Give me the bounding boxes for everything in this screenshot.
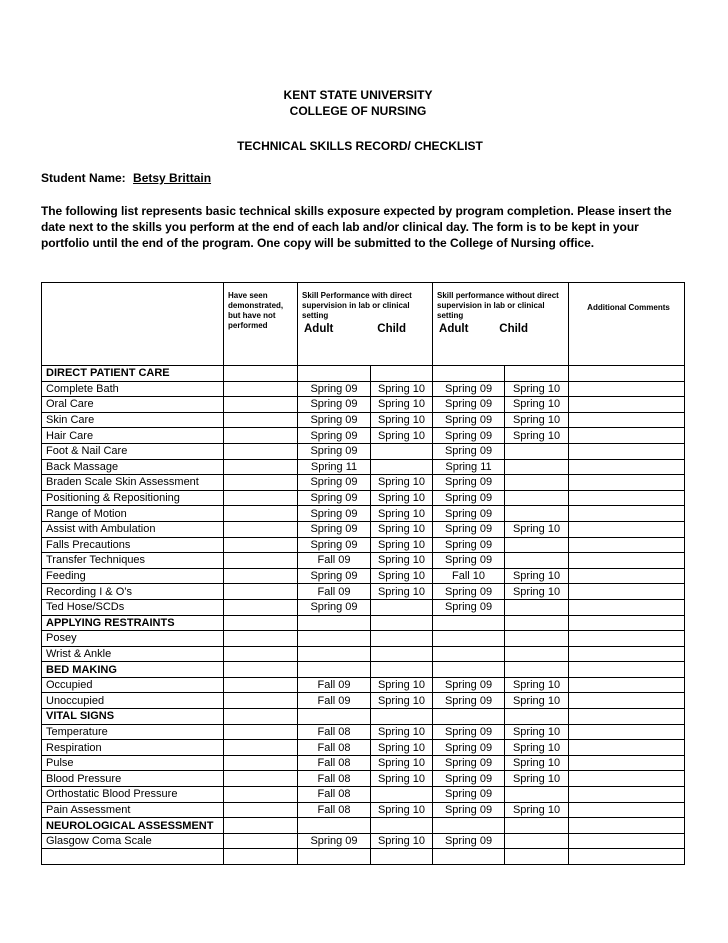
direct-child-cell <box>371 709 433 725</box>
without-child-cell: Spring 10 <box>505 693 569 709</box>
comments-header: Additional Comments <box>569 283 685 366</box>
without-adult-cell: Spring 09 <box>433 412 505 428</box>
direct-child-cell <box>371 662 433 678</box>
without-child-cell: Spring 10 <box>505 802 569 818</box>
table-row <box>42 584 685 600</box>
direct-adult-cell <box>298 849 371 865</box>
direct-adult-cell: Fall 08 <box>298 724 371 740</box>
without-adult-cell <box>433 849 505 865</box>
without-child-cell <box>505 599 569 615</box>
seen-cell <box>224 724 298 740</box>
without-adult-cell: Spring 09 <box>433 740 505 756</box>
without-child-cell: Spring 10 <box>505 724 569 740</box>
table-row <box>42 724 685 740</box>
without-child-cell: Spring 10 <box>505 428 569 444</box>
skill-name-cell: NEUROLOGICAL ASSESSMENT <box>42 818 224 834</box>
without-adult-cell: Fall 10 <box>433 568 505 584</box>
without-adult-cell <box>433 646 505 662</box>
skill-name-cell: Falls Precautions <box>42 537 224 553</box>
section-row <box>42 662 685 678</box>
direct-child-cell: Spring 10 <box>371 755 433 771</box>
seen-cell <box>224 475 298 491</box>
skill-name-cell: Feeding <box>42 568 224 584</box>
seen-cell <box>224 537 298 553</box>
comments-cell <box>569 615 685 631</box>
table-row <box>42 506 685 522</box>
skills-checklist-table <box>41 282 685 865</box>
comments-cell <box>569 459 685 475</box>
skill-name-cell: VITAL SIGNS <box>42 709 224 725</box>
table-row <box>42 693 685 709</box>
direct-child-cell: Spring 10 <box>371 521 433 537</box>
without-adult-cell: Spring 11 <box>433 459 505 475</box>
without-adult-cell <box>433 615 505 631</box>
skill-name-cell: Unoccupied <box>42 693 224 709</box>
direct-child-cell <box>371 443 433 459</box>
section-row <box>42 366 685 382</box>
without-adult-cell: Spring 09 <box>433 475 505 491</box>
comments-cell <box>569 521 685 537</box>
direct-child-cell: Spring 10 <box>371 475 433 491</box>
seen-cell <box>224 568 298 584</box>
without-child-cell: Spring 10 <box>505 677 569 693</box>
comments-cell <box>569 412 685 428</box>
direct-adult-cell: Fall 09 <box>298 693 371 709</box>
table-row <box>42 459 685 475</box>
without-adult-cell: Spring 09 <box>433 584 505 600</box>
without-child-cell: Spring 10 <box>505 771 569 787</box>
skill-name-cell: Transfer Techniques <box>42 553 224 569</box>
without-adult-cell: Spring 09 <box>433 553 505 569</box>
skill-name-cell: Oral Care <box>42 397 224 413</box>
student-name-line <box>41 171 211 185</box>
direct-child-cell: Spring 10 <box>371 506 433 522</box>
without-header-text: Skill performance without direct supervision in lab or clinical setting <box>437 291 559 320</box>
without-child-cell: Spring 10 <box>505 584 569 600</box>
direct-adult-cell: Fall 08 <box>298 755 371 771</box>
comments-cell <box>569 646 685 662</box>
comments-cell <box>569 475 685 491</box>
without-adult-cell: Spring 09 <box>433 677 505 693</box>
comments-cell <box>569 381 685 397</box>
without-adult-cell: Spring 09 <box>433 802 505 818</box>
skill-name-cell <box>42 849 224 865</box>
direct-child-cell: Spring 10 <box>371 833 433 849</box>
without-adult-cell: Spring 09 <box>433 443 505 459</box>
without-child-cell: Spring 10 <box>505 521 569 537</box>
without-child-cell <box>505 787 569 803</box>
seen-cell <box>224 521 298 537</box>
direct-adult-cell: Fall 08 <box>298 787 371 803</box>
direct-adult-cell <box>298 646 371 662</box>
without-adult-cell <box>433 631 505 647</box>
table-row <box>42 568 685 584</box>
direct-adult-cell <box>298 662 371 678</box>
table-row <box>42 740 685 756</box>
skill-name-cell: APPLYING RESTRAINTS <box>42 615 224 631</box>
comments-cell <box>569 693 685 709</box>
direct-adult-cell <box>298 709 371 725</box>
direct-child-cell <box>371 459 433 475</box>
without-child-cell: Spring 10 <box>505 397 569 413</box>
comments-cell <box>569 787 685 803</box>
without-child-cell <box>505 818 569 834</box>
direct-child-cell: Spring 10 <box>371 568 433 584</box>
without-child-cell <box>505 537 569 553</box>
direct-child-cell: Spring 10 <box>371 740 433 756</box>
table-row <box>42 787 685 803</box>
table-row <box>42 537 685 553</box>
table-row <box>42 631 685 647</box>
direct-adult-cell <box>298 818 371 834</box>
direct-adult-cell: Fall 09 <box>298 584 371 600</box>
table-row <box>42 771 685 787</box>
direct-child-cell: Spring 10 <box>371 490 433 506</box>
skill-name-cell: Foot & Nail Care <box>42 443 224 459</box>
table-row <box>42 412 685 428</box>
table-row <box>42 490 685 506</box>
comments-cell <box>569 802 685 818</box>
comments-cell <box>569 366 685 382</box>
direct-adult-cell: Spring 09 <box>298 397 371 413</box>
skill-header-cell <box>42 283 224 366</box>
seen-cell <box>224 740 298 756</box>
direct-adult-cell: Spring 09 <box>298 475 371 491</box>
direct-adult-cell: Fall 08 <box>298 802 371 818</box>
comments-cell <box>569 771 685 787</box>
direct-child-cell <box>371 818 433 834</box>
direct-child-cell: Spring 10 <box>371 412 433 428</box>
comments-cell <box>569 584 685 600</box>
seen-cell <box>224 490 298 506</box>
without-child-cell: Spring 10 <box>505 381 569 397</box>
skill-name-cell: Pain Assessment <box>42 802 224 818</box>
direct-child-cell <box>371 631 433 647</box>
comments-cell <box>569 428 685 444</box>
seen-cell <box>224 443 298 459</box>
direct-adult-cell: Spring 09 <box>298 428 371 444</box>
seen-cell <box>224 818 298 834</box>
seen-cell <box>224 584 298 600</box>
without-adult-cell: Spring 09 <box>433 771 505 787</box>
direct-child-cell <box>371 646 433 662</box>
direct-adult-cell: Spring 09 <box>298 599 371 615</box>
seen-cell <box>224 412 298 428</box>
table-row <box>42 381 685 397</box>
without-adult-cell <box>433 662 505 678</box>
direct-adult-cell <box>298 631 371 647</box>
skill-name-cell: Occupied <box>42 677 224 693</box>
comments-cell <box>569 553 685 569</box>
table-row <box>42 849 685 865</box>
direct-adult-cell: Fall 08 <box>298 740 371 756</box>
direct-adult-label: Adult <box>304 323 334 335</box>
direct-child-cell: Spring 10 <box>371 771 433 787</box>
seen-cell <box>224 366 298 382</box>
direct-adult-cell: Spring 09 <box>298 521 371 537</box>
seen-cell <box>224 802 298 818</box>
seen-cell <box>224 615 298 631</box>
comments-cell <box>569 755 685 771</box>
without-child-cell <box>505 459 569 475</box>
direct-child-cell: Spring 10 <box>371 553 433 569</box>
comments-cell <box>569 490 685 506</box>
comments-cell <box>569 677 685 693</box>
college-name: COLLEGE OF NURSING <box>289 104 427 118</box>
skill-name-cell: Wrist & Ankle <box>42 646 224 662</box>
table-row <box>42 521 685 537</box>
table-row <box>42 599 685 615</box>
without-child-cell <box>505 553 569 569</box>
section-row <box>42 709 685 725</box>
direct-child-cell: Spring 10 <box>371 677 433 693</box>
skill-name-cell: DIRECT PATIENT CARE <box>42 366 224 382</box>
seen-cell <box>224 381 298 397</box>
skill-name-cell: Skin Care <box>42 412 224 428</box>
comments-cell <box>569 397 685 413</box>
direct-child-cell <box>371 787 433 803</box>
without-child-cell <box>505 709 569 725</box>
direct-adult-cell: Spring 09 <box>298 443 371 459</box>
direct-supervision-header <box>298 283 433 366</box>
skill-name-cell: Hair Care <box>42 428 224 444</box>
skill-name-cell: Pulse <box>42 755 224 771</box>
without-adult-cell <box>433 709 505 725</box>
without-adult-cell: Spring 09 <box>433 537 505 553</box>
without-adult-label: Adult <box>439 323 469 335</box>
table-header-row <box>42 283 685 366</box>
without-child-cell <box>505 490 569 506</box>
table-row <box>42 428 685 444</box>
comments-cell <box>569 849 685 865</box>
without-child-cell <box>505 646 569 662</box>
direct-adult-cell: Spring 09 <box>298 490 371 506</box>
comments-cell <box>569 818 685 834</box>
direct-child-cell: Spring 10 <box>371 381 433 397</box>
without-adult-cell: Spring 09 <box>433 787 505 803</box>
table-row <box>42 802 685 818</box>
skill-name-cell: Ted Hose/SCDs <box>42 599 224 615</box>
comments-cell <box>569 709 685 725</box>
skill-name-cell: Respiration <box>42 740 224 756</box>
instructions-paragraph: The following list represents basic technical skills exposure expected by program completion. Please insert the date next to the skills you perform at the end of each lab and/or clinical day. The form is to be kept in your portfolio until the end of the program. One copy will be submitted to the College of Nursing office. <box>41 204 672 250</box>
without-child-cell: Spring 10 <box>505 740 569 756</box>
without-child-cell <box>505 366 569 382</box>
comments-cell <box>569 506 685 522</box>
direct-child-cell <box>371 599 433 615</box>
direct-child-cell: Spring 10 <box>371 428 433 444</box>
without-child-cell: Spring 10 <box>505 412 569 428</box>
direct-adult-cell: Spring 09 <box>298 506 371 522</box>
without-adult-cell: Spring 09 <box>433 490 505 506</box>
table-row <box>42 475 685 491</box>
document-title: TECHNICAL SKILLS RECORD/ CHECKLIST <box>237 139 483 153</box>
without-adult-cell: Spring 09 <box>433 599 505 615</box>
table-row <box>42 553 685 569</box>
comments-cell <box>569 662 685 678</box>
student-name-label: Student Name: <box>41 171 126 185</box>
table-row <box>42 443 685 459</box>
without-child-cell <box>505 631 569 647</box>
direct-child-cell: Spring 10 <box>371 584 433 600</box>
skill-name-cell: Recording I & O’s <box>42 584 224 600</box>
seen-cell <box>224 506 298 522</box>
seen-cell <box>224 771 298 787</box>
seen-cell <box>224 787 298 803</box>
skill-name-cell: Range of Motion <box>42 506 224 522</box>
seen-cell <box>224 631 298 647</box>
skill-name-cell: Back Massage <box>42 459 224 475</box>
skill-name-cell: Assist with Ambulation <box>42 521 224 537</box>
without-child-label: Child <box>499 323 529 335</box>
seen-cell <box>224 459 298 475</box>
without-adult-cell: Spring 09 <box>433 693 505 709</box>
seen-cell <box>224 646 298 662</box>
without-adult-cell: Spring 09 <box>433 833 505 849</box>
table-row <box>42 646 685 662</box>
skill-name-cell: Positioning & Repositioning <box>42 490 224 506</box>
direct-adult-cell: Spring 09 <box>298 833 371 849</box>
without-adult-cell: Spring 09 <box>433 755 505 771</box>
seen-cell <box>224 599 298 615</box>
table-row <box>42 833 685 849</box>
without-child-cell: Spring 10 <box>505 755 569 771</box>
student-name-value: Betsy Brittain <box>133 171 212 185</box>
university-name: KENT STATE UNIVERSITY <box>283 88 433 102</box>
seen-cell <box>224 662 298 678</box>
seen-cell <box>224 709 298 725</box>
without-adult-cell: Spring 09 <box>433 521 505 537</box>
seen-cell <box>224 397 298 413</box>
table-row <box>42 677 685 693</box>
skill-name-cell: Orthostatic Blood Pressure <box>42 787 224 803</box>
without-child-cell <box>505 849 569 865</box>
direct-adult-cell <box>298 366 371 382</box>
direct-adult-cell: Fall 09 <box>298 677 371 693</box>
without-adult-cell: Spring 09 <box>433 428 505 444</box>
seen-header: Have seen demonstrated, but have not performed <box>224 283 298 366</box>
direct-child-label: Child <box>377 323 407 335</box>
without-child-cell <box>505 475 569 491</box>
table-row <box>42 755 685 771</box>
direct-child-cell: Spring 10 <box>371 537 433 553</box>
section-row <box>42 818 685 834</box>
skill-name-cell: Braden Scale Skin Assessment <box>42 475 224 491</box>
seen-cell <box>224 553 298 569</box>
without-adult-cell: Spring 09 <box>433 381 505 397</box>
without-supervision-header <box>433 283 569 366</box>
direct-child-cell: Spring 10 <box>371 397 433 413</box>
seen-cell <box>224 428 298 444</box>
comments-cell <box>569 631 685 647</box>
skill-name-cell: Temperature <box>42 724 224 740</box>
direct-adult-cell: Spring 09 <box>298 568 371 584</box>
comments-cell <box>569 833 685 849</box>
direct-adult-cell: Fall 09 <box>298 553 371 569</box>
comments-cell <box>569 724 685 740</box>
seen-cell <box>224 849 298 865</box>
skill-name-cell: Complete Bath <box>42 381 224 397</box>
comments-cell <box>569 443 685 459</box>
without-child-cell <box>505 615 569 631</box>
direct-adult-cell: Spring 09 <box>298 412 371 428</box>
direct-child-cell: Spring 10 <box>371 802 433 818</box>
direct-child-cell <box>371 849 433 865</box>
skill-name-cell: Posey <box>42 631 224 647</box>
without-adult-cell <box>433 818 505 834</box>
without-child-cell <box>505 443 569 459</box>
comments-cell <box>569 740 685 756</box>
without-adult-cell <box>433 366 505 382</box>
seen-cell <box>224 677 298 693</box>
table-row <box>42 397 685 413</box>
seen-cell <box>224 833 298 849</box>
comments-cell <box>569 537 685 553</box>
section-row <box>42 615 685 631</box>
without-adult-cell: Spring 09 <box>433 724 505 740</box>
skill-name-cell: BED MAKING <box>42 662 224 678</box>
direct-adult-cell: Spring 11 <box>298 459 371 475</box>
direct-header-text: Skill Performance with direct supervision in lab or clinical setting <box>302 291 412 320</box>
without-child-cell <box>505 662 569 678</box>
direct-child-cell: Spring 10 <box>371 693 433 709</box>
direct-child-cell <box>371 615 433 631</box>
direct-adult-cell: Spring 09 <box>298 381 371 397</box>
direct-adult-cell: Fall 08 <box>298 771 371 787</box>
seen-cell <box>224 693 298 709</box>
skill-name-cell: Blood Pressure <box>42 771 224 787</box>
skill-name-cell: Glasgow Coma Scale <box>42 833 224 849</box>
without-adult-cell: Spring 09 <box>433 506 505 522</box>
comments-cell <box>569 568 685 584</box>
comments-cell <box>569 599 685 615</box>
without-child-cell <box>505 833 569 849</box>
direct-child-cell <box>371 366 433 382</box>
direct-adult-cell: Spring 09 <box>298 537 371 553</box>
without-child-cell: Spring 10 <box>505 568 569 584</box>
seen-cell <box>224 755 298 771</box>
direct-adult-cell <box>298 615 371 631</box>
without-child-cell <box>505 506 569 522</box>
direct-child-cell: Spring 10 <box>371 724 433 740</box>
without-adult-cell: Spring 09 <box>433 397 505 413</box>
